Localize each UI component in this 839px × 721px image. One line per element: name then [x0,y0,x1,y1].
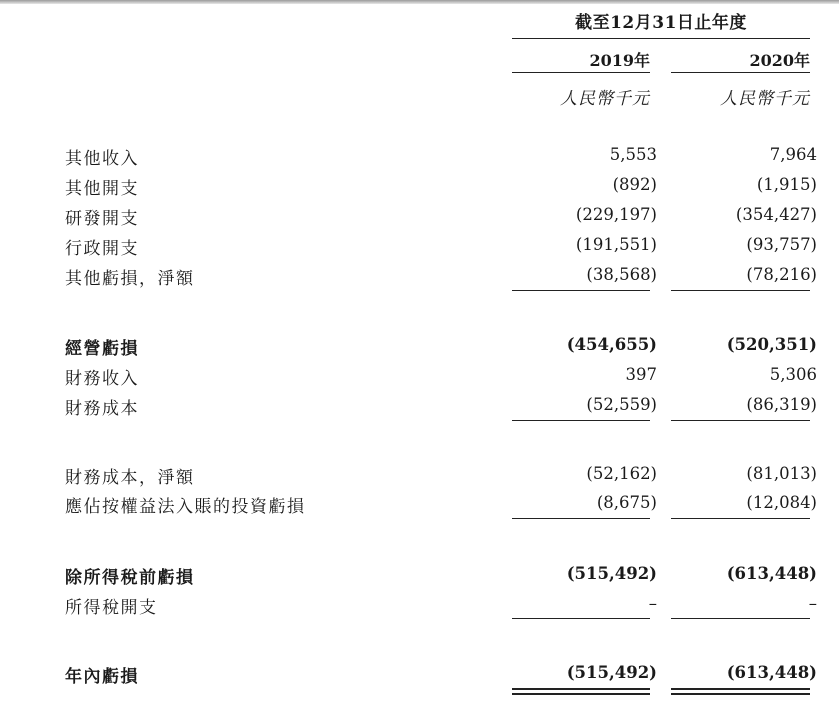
row-value-2020: – [808,594,817,613]
row-label-other-income: 其他收入 [65,149,139,169]
row-value-2020: (520,351) [726,335,817,354]
row-label-other-losses-net: 其他虧損，淨額 [65,269,195,289]
row-value-2019: (892) [612,175,657,194]
year-2020-header: 2020年 [749,51,810,70]
row-value-2020: (613,448) [726,663,817,682]
row-value-2019: 5,553 [609,145,657,164]
row-value-2019: – [648,594,657,613]
row-value-2019: (191,551) [575,235,657,254]
subtotal-rule-2020 [671,518,810,519]
row-label-admin-expenses: 行政開支 [65,239,139,259]
row-label-loss-before-tax: 除所得稅前虧損 [65,568,195,588]
total-double-rule-2020 [671,688,810,690]
unit-2019: 人民幣千元 [560,89,650,109]
row-value-2020: (78,216) [746,265,817,284]
year-2020-rule [671,72,810,73]
row-value-2019: 397 [625,365,657,384]
row-value-2020: 7,964 [769,145,817,164]
row-value-2020: (613,448) [726,564,817,583]
subtotal-rule-2019 [512,618,650,619]
row-label-finance-costs: 財務成本 [65,399,139,419]
year-2019-rule [512,72,650,73]
row-value-2019: (52,162) [586,464,657,483]
subtotal-rule-2020 [671,290,810,291]
row-value-2019: (52,559) [586,395,657,414]
row-value-2020: (93,757) [746,235,817,254]
row-value-2019: (515,492) [566,564,657,583]
row-label-finance-costs-net: 財務成本，淨額 [65,468,195,488]
row-value-2020: (354,427) [735,205,817,224]
total-double-rule-2019 [512,688,650,690]
row-label-other-expenses: 其他開支 [65,179,139,199]
subtotal-rule-2019 [512,518,650,519]
row-value-2019: (454,655) [566,335,657,354]
subtotal-rule-2020 [671,420,810,421]
row-value-2020: 5,306 [769,365,817,384]
total-double-rule-2019-lower [512,693,650,695]
row-label-share-of-investment-losses: 應佔按權益法入賬的投資虧損 [65,497,306,517]
row-label-operating-loss: 經營虧損 [65,339,139,359]
year-2019-header: 2019年 [589,51,650,70]
row-value-2019: (38,568) [586,265,657,284]
unit-2020: 人民幣千元 [720,89,810,109]
page-top-border [0,0,839,4]
row-value-2019: (8,675) [596,493,657,512]
period-header-rule [512,38,810,39]
period-header: 截至12月31日止年度 [575,13,747,33]
row-value-2019: (229,197) [575,205,657,224]
row-label-income-tax-expense: 所得稅開支 [65,598,158,618]
row-label-finance-income: 財務收入 [65,369,139,389]
subtotal-rule-2019 [512,290,650,291]
row-label-loss-for-year: 年內虧損 [65,667,139,687]
row-value-2020: (81,013) [746,464,817,483]
row-value-2019: (515,492) [566,663,657,682]
row-label-rd-expenses: 研發開支 [65,209,139,229]
subtotal-rule-2020 [671,618,810,619]
total-double-rule-2020-lower [671,693,810,695]
row-value-2020: (86,319) [746,395,817,414]
subtotal-rule-2019 [512,420,650,421]
row-value-2020: (12,084) [746,493,817,512]
row-value-2020: (1,915) [756,175,817,194]
